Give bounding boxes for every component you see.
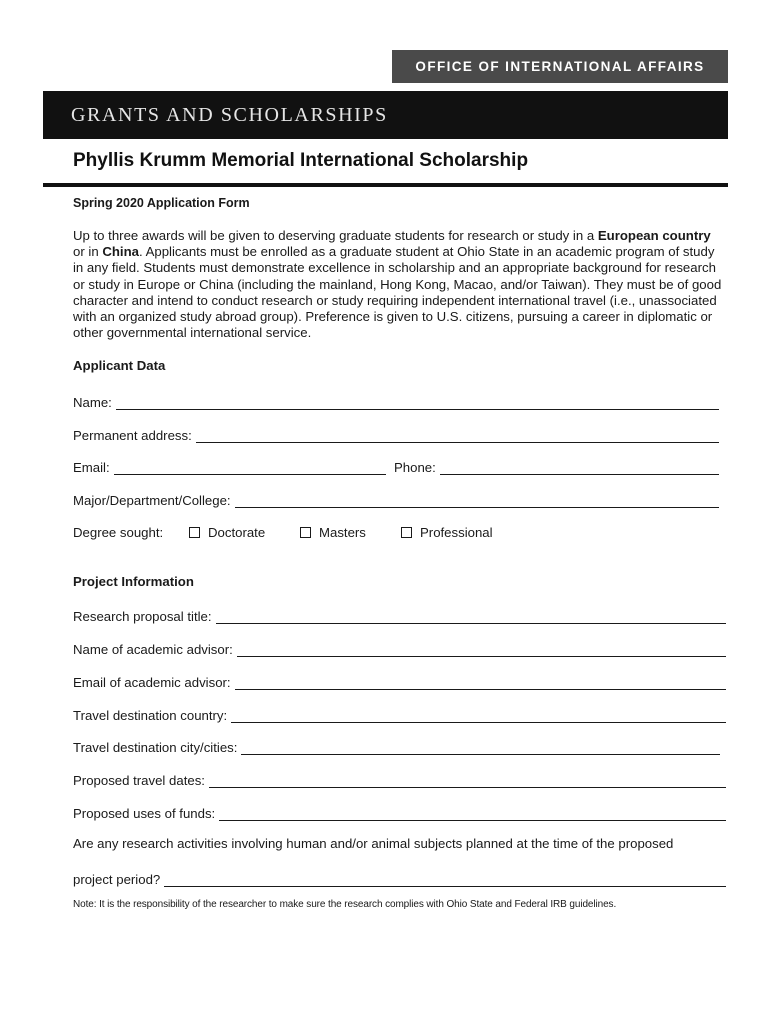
professional-label: Professional [420, 524, 493, 540]
email-field[interactable] [73, 457, 386, 475]
destination-cities-field[interactable] [73, 737, 720, 755]
intro-bold-1: European country [597, 228, 711, 243]
destination-country-label: Travel destination country: [73, 708, 228, 723]
destination-country-field[interactable] [73, 705, 726, 723]
advisor-email-label: Email of academic advisor: [73, 675, 231, 690]
office-header [392, 50, 728, 83]
form-subtitle: Spring 2020 Application Form [73, 196, 250, 210]
name-label: Name: [73, 395, 112, 410]
research-proposal-title-label: Research proposal title: [73, 609, 212, 624]
masters-checkbox[interactable] [300, 527, 311, 538]
office-title: OFFICE OF INTERNATIONAL AFFAIRS [415, 59, 705, 74]
project-period-line[interactable] [164, 872, 726, 887]
project-information-heading: Project Information [73, 574, 194, 589]
email-label: Email: [73, 460, 110, 475]
degree-label: Degree sought: [73, 524, 164, 540]
destination-cities-line[interactable] [241, 740, 720, 755]
intro-part-1: Up to three awards will be given to deserving graduate students for research or study in a [73, 228, 598, 243]
degree-option-masters[interactable] [300, 523, 366, 541]
travel-dates-line[interactable] [209, 773, 726, 788]
degree-option-doctorate[interactable] [189, 523, 265, 541]
email-line[interactable] [114, 460, 386, 475]
uses-of-funds-field[interactable] [73, 803, 726, 821]
advisor-name-field[interactable] [73, 639, 726, 657]
phone-field[interactable] [394, 457, 719, 475]
section-banner [43, 91, 728, 139]
name-field[interactable] [73, 392, 719, 410]
advisor-email-line[interactable] [235, 675, 726, 690]
doctorate-checkbox[interactable] [189, 527, 200, 538]
masters-label: Masters [319, 524, 366, 540]
travel-dates-label: Proposed travel dates: [73, 773, 205, 788]
degree-option-professional[interactable] [401, 523, 493, 541]
destination-country-line[interactable] [231, 708, 726, 723]
intro-bold-2: China [102, 244, 139, 260]
permanent-address-label: Permanent address: [73, 428, 192, 443]
phone-label: Phone: [394, 460, 436, 475]
human-animal-subjects-question: Are any research activities involving human and/or animal subjects planned at the time of the proposed [73, 836, 674, 851]
major-field[interactable] [73, 490, 719, 508]
project-period-label: project period? [73, 872, 161, 887]
section-banner-title: GRANTS AND SCHOLARSHIPS [71, 103, 388, 126]
degree-row [73, 523, 163, 541]
professional-checkbox[interactable] [401, 527, 412, 538]
applicant-data-heading: Applicant Data [73, 358, 166, 373]
research-proposal-title-field[interactable] [73, 606, 726, 624]
permanent-address-field[interactable] [73, 425, 719, 443]
intro-part-3: . Applicants must be enrolled as a graduate student at Ohio State in an academic program of study in any field. Students must demonstrate excellence in scholarship and an appropriate background for research or study in Europe or China (including the mainland, Hong Kong, Macao, and/or Taiwan). They must be of good character and intend to conduct research or study requiring independent international travel (i.e., unassociated with an organized study abroad group). Preference is given to U.S. citizens, pursuing a career in diplomatic or other governmental international service. [73, 244, 722, 341]
intro-part-2: or in [73, 244, 103, 260]
research-proposal-title-line[interactable] [216, 609, 726, 624]
destination-cities-label: Travel destination city/cities: [73, 740, 238, 755]
advisor-name-line[interactable] [237, 642, 726, 657]
name-line[interactable] [116, 395, 719, 410]
title-divider [43, 183, 728, 187]
uses-of-funds-line[interactable] [219, 806, 726, 821]
phone-line[interactable] [440, 460, 719, 475]
uses-of-funds-label: Proposed uses of funds: [73, 806, 216, 821]
advisor-email-field[interactable] [73, 672, 726, 690]
doctorate-label: Doctorate [208, 524, 266, 540]
major-label: Major/Department/College: [73, 493, 231, 508]
advisor-name-label: Name of academic advisor: [73, 642, 233, 657]
page-title: Phyllis Krumm Memorial International Scholarship [73, 150, 529, 171]
travel-dates-field[interactable] [73, 770, 726, 788]
intro-paragraph [73, 228, 723, 341]
irb-note: Note: It is the responsibility of the researcher to make sure the research complies with Ohio State and Federal IRB guidelines. [73, 899, 617, 910]
major-line[interactable] [235, 493, 719, 508]
project-period-field[interactable] [73, 869, 726, 887]
permanent-address-line[interactable] [196, 428, 719, 443]
